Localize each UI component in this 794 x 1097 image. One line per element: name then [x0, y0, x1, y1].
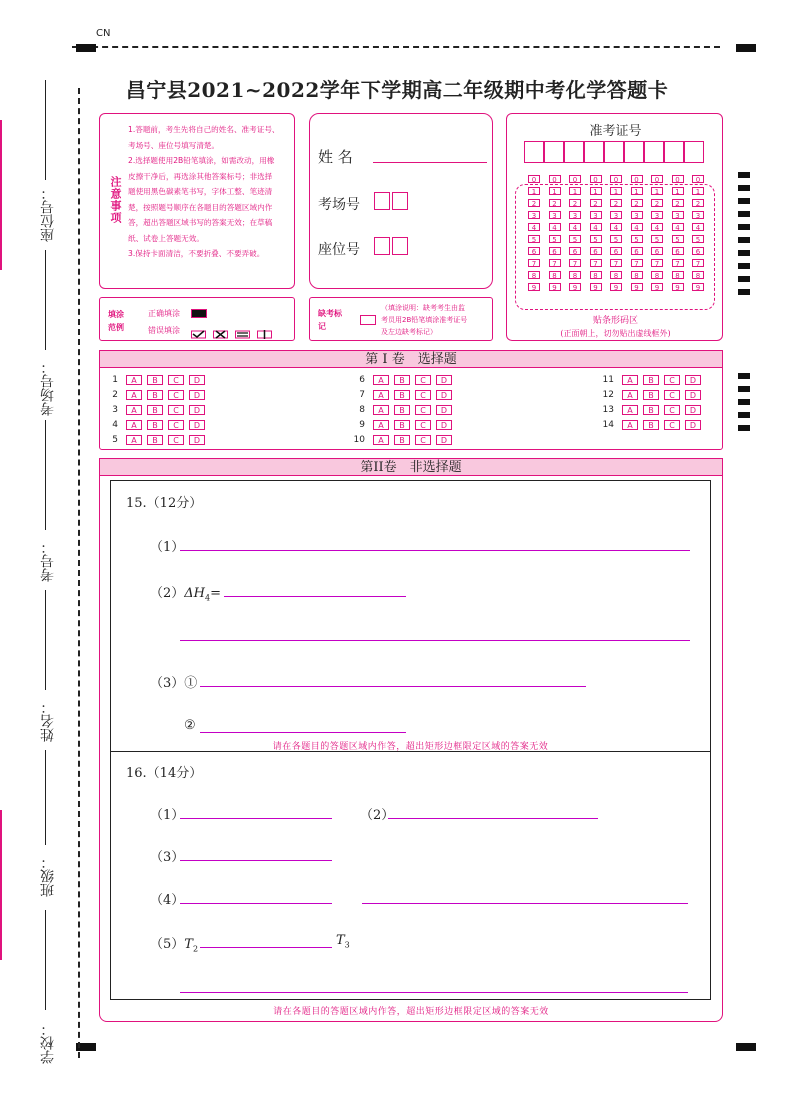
digit-bubble[interactable]: 5	[610, 235, 622, 243]
mc-option[interactable]: D	[436, 405, 452, 415]
mc-option[interactable]: B	[643, 375, 659, 385]
wrong-fill-label: 错误填涂	[148, 326, 180, 335]
mc-option[interactable]: C	[664, 420, 680, 430]
mc-question-row: 1 A B C D	[88, 372, 210, 387]
side-write-line[interactable]	[45, 250, 46, 350]
mc-column-2	[335, 372, 457, 447]
mc-question-row: 4 A B C D	[88, 417, 210, 432]
mc-option[interactable]: B	[394, 375, 410, 385]
mc-option[interactable]: C	[415, 390, 431, 400]
digit-bubble[interactable]: 9	[569, 283, 581, 291]
name-input[interactable]	[373, 162, 487, 163]
digit-bubble[interactable]: 6	[528, 247, 540, 255]
cut-line-top	[72, 46, 720, 48]
mc-option[interactable]: D	[436, 375, 452, 385]
mc-option[interactable]: C	[415, 420, 431, 430]
mc-question-row: 3 A B C D	[88, 402, 210, 417]
digit-bubble[interactable]: 5	[569, 235, 581, 243]
notes-line: 2.选择题使用2B铅笔填涂，如需改动，用橡	[128, 156, 275, 165]
mc-option[interactable]: B	[147, 405, 163, 415]
digit-bubble[interactable]: 8	[651, 271, 663, 279]
mc-option[interactable]: B	[643, 405, 659, 415]
digit-bubble[interactable]: 4	[651, 223, 663, 231]
digit-bubble[interactable]: 0	[610, 175, 622, 183]
mc-option[interactable]: D	[436, 390, 452, 400]
q15-part3-label: （3）①	[150, 676, 198, 691]
mc-option[interactable]: C	[415, 405, 431, 415]
digit-bubble[interactable]: 0	[651, 175, 663, 183]
absent-box	[309, 297, 493, 341]
digit-bubble[interactable]: 9	[692, 283, 704, 291]
mc-option[interactable]: D	[189, 405, 205, 415]
admission-box	[506, 113, 723, 341]
digit-bubble[interactable]: 3	[590, 211, 602, 219]
q16-part5-line-t2[interactable]	[200, 947, 332, 948]
digit-bubble[interactable]: 5	[528, 235, 540, 243]
digit-bubble[interactable]: 6	[692, 247, 704, 255]
mc-option[interactable]: B	[394, 405, 410, 415]
absent-bubble[interactable]	[360, 315, 376, 325]
q16-part1-label: （1）	[150, 808, 185, 823]
mc-option[interactable]: B	[147, 375, 163, 385]
q15-part2-label: $(2)\Delta H_4=$	[150, 586, 222, 603]
barcode-label: 贴条形码区	[592, 316, 638, 326]
fill-example-label: 填涂范例	[108, 310, 124, 332]
mc-option[interactable]: C	[168, 435, 184, 445]
notes-line: 1.答题前，考生先将自己的姓名、准考证号、	[128, 125, 280, 134]
digit-bubble[interactable]: 5	[672, 235, 684, 243]
digit-bubble[interactable]: 6	[672, 247, 684, 255]
timing-marks	[738, 373, 750, 431]
digit-bubble[interactable]: 2	[590, 199, 602, 207]
digit-bubble[interactable]: 6	[651, 247, 663, 255]
digit-bubble[interactable]: 2	[610, 199, 622, 207]
mc-option[interactable]: A	[126, 420, 142, 430]
digit-bubble[interactable]: 3	[672, 211, 684, 219]
wrong-fill-samples	[191, 325, 273, 344]
digit-bubble[interactable]: 2	[549, 199, 561, 207]
q16-part4-label: （4）	[150, 893, 185, 908]
digit-bubble[interactable]: 4	[672, 223, 684, 231]
mc-question-row: 11 A B C D	[584, 372, 706, 387]
notes-line: 答，超出答题区域书写的答案无效；在草稿	[128, 218, 273, 227]
mc-option[interactable]: C	[664, 375, 680, 385]
admission-write-cells[interactable]	[524, 141, 704, 163]
binding-dash-line	[78, 88, 80, 1058]
student-info-box	[309, 113, 493, 289]
mc-question-row: 9 A B C D	[335, 417, 457, 432]
mc-option[interactable]: D	[685, 405, 701, 415]
digit-bubble[interactable]: 9	[528, 283, 540, 291]
digit-bubble[interactable]: 8	[672, 271, 684, 279]
seat-label: 座位号	[318, 242, 360, 258]
registration-mark	[76, 44, 96, 52]
q16-part2-line[interactable]	[388, 818, 598, 819]
side-write-line[interactable]	[45, 590, 46, 690]
q15-part3-line1[interactable]	[200, 686, 586, 687]
digit-bubble[interactable]: 0	[569, 175, 581, 183]
digit-bubble[interactable]: 8	[631, 271, 643, 279]
mc-option[interactable]: D	[189, 375, 205, 385]
admission-bubble-grid[interactable]	[528, 173, 713, 293]
digit-bubble[interactable]: 4	[692, 223, 704, 231]
mc-option[interactable]: A	[622, 420, 638, 430]
mc-option[interactable]: A	[126, 435, 142, 445]
mc-option[interactable]: C	[168, 375, 184, 385]
mc-option[interactable]: C	[168, 390, 184, 400]
q15-answer-area	[110, 480, 711, 752]
registration-mark	[736, 1043, 756, 1051]
digit-bubble[interactable]: 6	[569, 247, 581, 255]
digit-bubble[interactable]: 4	[569, 223, 581, 231]
side-label-room: 考场号：	[40, 360, 56, 416]
digit-bubble[interactable]: 0	[672, 175, 684, 183]
mc-option[interactable]: C	[415, 375, 431, 385]
digit-bubble[interactable]: 8	[692, 271, 704, 279]
mc-option[interactable]: C	[168, 420, 184, 430]
mc-option[interactable]: B	[147, 420, 163, 430]
mc-option[interactable]: B	[643, 390, 659, 400]
digit-bubble[interactable]: 1	[692, 187, 704, 195]
digit-bubble[interactable]: 0	[692, 175, 704, 183]
digit-bubble[interactable]: 1	[631, 187, 643, 195]
digit-bubble[interactable]: 7	[590, 259, 602, 267]
mc-option[interactable]: A	[373, 405, 389, 415]
digit-bubble[interactable]: 3	[610, 211, 622, 219]
q15-part2-line[interactable]	[224, 596, 406, 597]
side-label-class: 班级：	[40, 855, 56, 897]
digit-bubble[interactable]: 8	[610, 271, 622, 279]
digit-bubble[interactable]: 7	[692, 259, 704, 267]
notes-line: 楚，按照题号顺序在各题目的答题区域内作	[128, 202, 273, 212]
digit-bubble[interactable]: 1	[672, 187, 684, 195]
mc-option[interactable]: A	[622, 375, 638, 385]
absent-note-line: 考员用2B铅笔填涂准考证号	[381, 316, 468, 324]
digit-bubble[interactable]: 3	[651, 211, 663, 219]
digit-bubble[interactable]: 6	[549, 247, 561, 255]
digit-bubble[interactable]: 9	[651, 283, 663, 291]
corner-code: CN	[96, 28, 111, 39]
mc-option[interactable]: B	[643, 420, 659, 430]
digit-bubble[interactable]: 5	[651, 235, 663, 243]
digit-bubble[interactable]: 3	[631, 211, 643, 219]
absent-note	[381, 302, 467, 338]
digit-bubble[interactable]: 9	[672, 283, 684, 291]
mc-option[interactable]: D	[189, 390, 205, 400]
mc-option[interactable]: B	[394, 390, 410, 400]
digit-bubble[interactable]: 2	[631, 199, 643, 207]
side-label-school: 学校：	[40, 1022, 56, 1064]
digit-bubble[interactable]: 3	[549, 211, 561, 219]
mc-option[interactable]: D	[189, 435, 205, 445]
mc-question-row: 10 A B C D	[335, 432, 457, 447]
q16-part5-t3-label: $T_3$	[336, 933, 350, 950]
digit-bubble[interactable]: 1	[528, 187, 540, 195]
digit-bubble[interactable]: 3	[692, 211, 704, 219]
mc-option[interactable]: A	[126, 375, 142, 385]
digit-bubble[interactable]: 5	[590, 235, 602, 243]
q16-part3-label: （3）	[150, 850, 185, 865]
side-label-seat: 座位号：	[40, 186, 56, 242]
digit-bubble[interactable]: 4	[528, 223, 540, 231]
notes-line: 纸、试卷上答题无效。	[128, 233, 204, 243]
mc-option[interactable]: D	[685, 375, 701, 385]
notes-line: 题使用黑色碳素笔书写，字体工整、笔迹清	[128, 187, 273, 196]
timing-marks	[738, 172, 750, 295]
digit-bubble[interactable]: 0	[590, 175, 602, 183]
absent-label: 缺考标记	[318, 309, 342, 331]
q15-part3-line2[interactable]	[200, 732, 406, 733]
digit-bubble[interactable]: 4	[610, 223, 622, 231]
notes-line: 考场号、座位号填写清楚。	[128, 140, 220, 150]
mc-question-row: 12 A B C D	[584, 387, 706, 402]
q15-part2-line2[interactable]	[180, 640, 690, 641]
mc-option[interactable]: D	[189, 420, 205, 430]
q16-title: 16.（14分）	[126, 766, 203, 781]
digit-bubble[interactable]: 1	[569, 187, 581, 195]
seat-input[interactable]	[374, 237, 408, 259]
digit-bubble[interactable]: 1	[590, 187, 602, 195]
mc-option[interactable]: A	[373, 390, 389, 400]
mc-option[interactable]: B	[394, 420, 410, 430]
mc-option[interactable]: B	[147, 390, 163, 400]
side-write-line[interactable]	[45, 420, 46, 530]
edge-bar	[0, 810, 2, 960]
mc-option[interactable]: C	[664, 390, 680, 400]
mc-option[interactable]: A	[126, 405, 142, 415]
digit-bubble[interactable]: 1	[549, 187, 561, 195]
mc-option[interactable]: A	[373, 435, 389, 445]
digit-bubble[interactable]: 5	[549, 235, 561, 243]
mc-question-row: 2 A B C D	[88, 387, 210, 402]
digit-bubble[interactable]: 6	[610, 247, 622, 255]
mc-question-row: 6 A B C D	[335, 372, 457, 387]
edge-bar	[0, 120, 2, 270]
q16-part2-label: （2）	[360, 808, 395, 823]
digit-bubble[interactable]: 2	[651, 199, 663, 207]
notes-line: 皮擦干净后，再选涂其他答案标号；非选择	[128, 171, 273, 181]
q15-title: 15.（12分）	[126, 496, 203, 511]
digit-bubble[interactable]: 9	[549, 283, 561, 291]
mc-option[interactable]: C	[415, 435, 431, 445]
mc-option[interactable]: A	[126, 390, 142, 400]
digit-bubble[interactable]: 4	[590, 223, 602, 231]
digit-bubble[interactable]: 7	[528, 259, 540, 267]
q16-answer-area	[110, 752, 711, 1000]
mc-option[interactable]: A	[622, 405, 638, 415]
q15-part1-line[interactable]	[180, 550, 690, 551]
digit-bubble[interactable]: 6	[590, 247, 602, 255]
mc-option[interactable]: C	[664, 405, 680, 415]
mc-question-row: 5 A B C D	[88, 432, 210, 447]
notes-box	[99, 113, 295, 289]
q16-warning: 请在各题目的答题区域内作答，超出矩形边框限定区域的答案无效	[273, 1007, 549, 1017]
digit-bubble[interactable]: 3	[528, 211, 540, 219]
section1-title: 第 I 卷 选择题	[99, 350, 723, 368]
q16-part5-line2[interactable]	[180, 992, 688, 993]
digit-bubble[interactable]: 4	[631, 223, 643, 231]
digit-bubble[interactable]: 7	[651, 259, 663, 267]
digit-bubble[interactable]: 7	[631, 259, 643, 267]
digit-bubble[interactable]: 0	[549, 175, 561, 183]
mc-option[interactable]: D	[436, 420, 452, 430]
notes-text	[128, 122, 293, 262]
mc-option[interactable]: C	[168, 405, 184, 415]
digit-bubble[interactable]: 4	[549, 223, 561, 231]
mc-question-row: 14 A B C D	[584, 417, 706, 432]
mc-column-1	[88, 372, 210, 447]
name-label: 姓 名	[318, 148, 353, 166]
q15-part1-label: （1）	[150, 540, 185, 555]
digit-bubble[interactable]: 8	[549, 271, 561, 279]
digit-bubble[interactable]: 7	[610, 259, 622, 267]
digit-bubble[interactable]: 7	[672, 259, 684, 267]
digit-bubble[interactable]: 9	[590, 283, 602, 291]
digit-bubble[interactable]: 9	[631, 283, 643, 291]
notes-heading: 注意事项	[109, 176, 122, 224]
mc-option[interactable]: D	[436, 435, 452, 445]
side-write-line[interactable]	[45, 910, 46, 1010]
digit-bubble[interactable]: 6	[631, 247, 643, 255]
digit-bubble[interactable]: 7	[549, 259, 561, 267]
digit-bubble[interactable]: 0	[631, 175, 643, 183]
q15-warning: 请在各题目的答题区域内作答，超出矩形边框限定区域的答案无效	[272, 742, 549, 752]
mc-question-row: 13 A B C D	[584, 402, 706, 417]
digit-bubble[interactable]: 7	[569, 259, 581, 267]
digit-bubble[interactable]: 8	[528, 271, 540, 279]
registration-mark	[736, 44, 756, 52]
q16-part5-label: $(5)T_2$	[150, 937, 199, 954]
digit-bubble[interactable]: 1	[610, 187, 622, 195]
q15-part3-circle2: ②	[184, 718, 196, 733]
digit-bubble[interactable]: 5	[631, 235, 643, 243]
q16-part1-line[interactable]	[180, 818, 332, 819]
room-label: 考场号	[318, 197, 360, 213]
absent-note-line: （填涂说明：缺考考生由监	[381, 304, 465, 312]
fill-example-box	[99, 297, 295, 341]
mc-question-row: 8 A B C D	[335, 402, 457, 417]
digit-bubble[interactable]: 1	[651, 187, 663, 195]
absent-note-line: 及左边缺考标记）	[381, 328, 437, 336]
q16-part4-line1[interactable]	[180, 903, 332, 904]
mc-option[interactable]: D	[685, 420, 701, 430]
correct-fill-label: 正确填涂	[148, 309, 180, 318]
side-label-exam-number: 考号：	[40, 540, 56, 582]
mc-question-row: 7 A B C D	[335, 387, 457, 402]
side-label-name: 姓名：	[40, 700, 56, 742]
digit-bubble[interactable]: 0	[528, 175, 540, 183]
mc-option[interactable]: B	[394, 435, 410, 445]
correct-fill-sample	[191, 309, 207, 318]
section2-title: 第II卷 非选择题	[99, 458, 723, 476]
digit-bubble[interactable]: 2	[569, 199, 581, 207]
mc-option[interactable]: A	[373, 420, 389, 430]
page-title: 昌宁县2021~2022学年下学期高二年级期中考化学答题卡	[125, 78, 669, 102]
digit-bubble[interactable]: 2	[692, 199, 704, 207]
side-write-line[interactable]	[45, 750, 46, 845]
mc-option[interactable]: B	[147, 435, 163, 445]
mc-option[interactable]: A	[622, 390, 638, 400]
digit-bubble[interactable]: 8	[569, 271, 581, 279]
digit-bubble[interactable]: 5	[692, 235, 704, 243]
mc-option[interactable]: D	[685, 390, 701, 400]
digit-bubble[interactable]: 2	[528, 199, 540, 207]
room-input[interactable]	[374, 192, 408, 214]
admission-title: 准考证号	[589, 124, 642, 139]
barcode-note: (正面朝上，切勿贴出虚线框外)	[560, 329, 671, 338]
q16-part3-line[interactable]	[180, 860, 332, 861]
digit-bubble[interactable]: 8	[590, 271, 602, 279]
mc-column-3	[584, 372, 706, 432]
notes-line: 3.保持卡面清洁，不要折叠、不要弄破。	[128, 249, 265, 258]
mc-option[interactable]: A	[373, 375, 389, 385]
digit-bubble[interactable]: 2	[672, 199, 684, 207]
digit-bubble[interactable]: 3	[569, 211, 581, 219]
digit-bubble[interactable]: 9	[610, 283, 622, 291]
q16-part4-line2[interactable]	[362, 903, 688, 904]
